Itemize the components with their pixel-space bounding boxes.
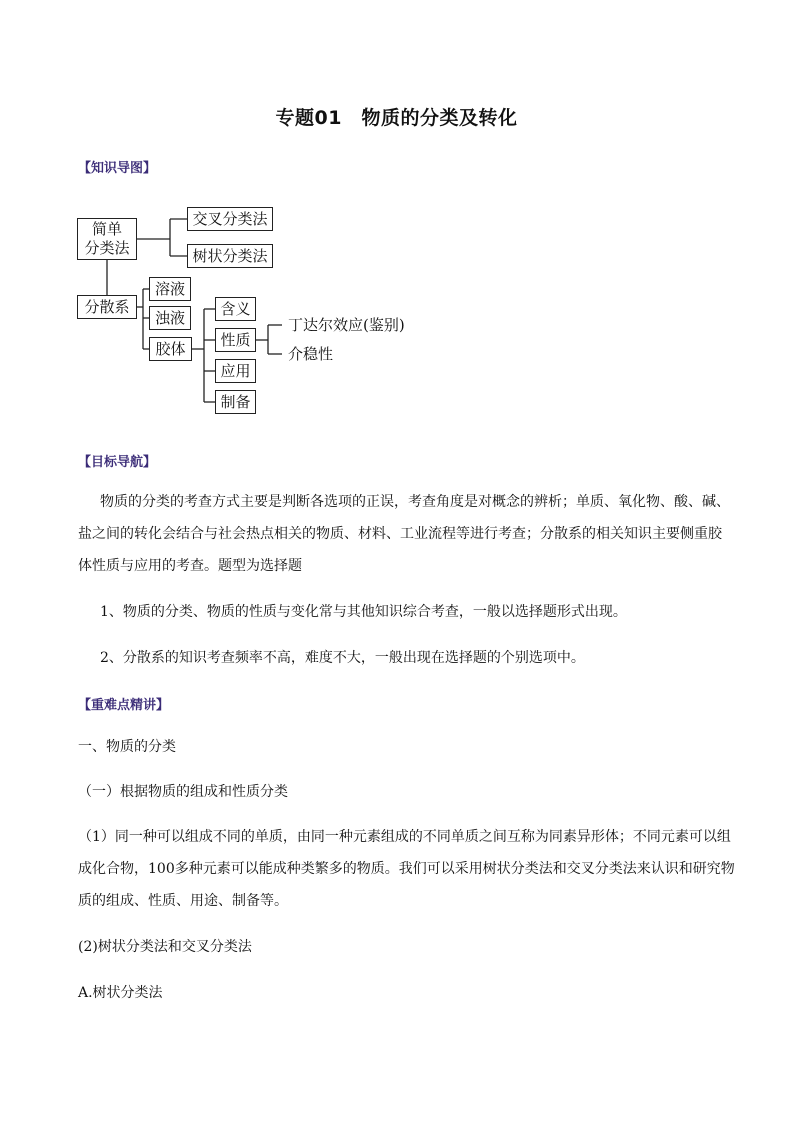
colloid-box: 胶体 [149,337,192,361]
dispersion-system-box: 分散系 [77,295,137,319]
solution-box: 溶液 [149,277,191,301]
key-paragraph-1-line-2: 成化合物，100多种元素可以能成种类繁多的物质。我们可以采用树状分类法和交叉分类法来认识和研究物 [78,861,735,877]
metastable-label: 介稳性 [288,345,334,363]
goals-item-1: 1、物质的分类、物质的性质与变化常与其他知识综合考查，一般以选择题形式出现。 [100,604,627,620]
simple-classification-line1: 简单 [91,220,122,238]
goals-line-1: 物质的分类的考查方式主要是判断各选项的正误，考查角度是对概念的辨析；单质、氧化物、酸、碱、 [100,494,730,510]
key-paragraph-1-line-3: 质的组成、性质、用途、制备等。 [78,893,288,909]
goals-line-3: 体性质与应用的考查。题型为选择题 [78,558,302,574]
section-heading-knowledge-map: 【知识导图】 [78,161,157,176]
property-box: 性质 [215,328,256,352]
section-heading-key-points: 【重难点精讲】 [78,698,170,713]
section-heading-goals: 【目标导航】 [78,455,157,470]
turbid-liquid-box: 浊液 [149,306,191,330]
application-box: 应用 [215,359,256,383]
preparation-box: 制备 [215,390,256,414]
tyndall-effect-label: 丁达尔效应(鉴别) [288,316,405,334]
key-paragraph-1-line-1: （1）同一种可以组成不同的单质，由同一种元素组成的不同单质之间互称为同素异形体；不同元素可以组 [78,829,731,845]
key-heading-1: 一、物质的分类 [78,739,176,755]
tree-classification-box: 树状分类法 [187,244,273,268]
goals-line-2: 盐之间的转化会结合与社会热点相关的物质、材料、工业流程等进行考查；分散系的相关知识主要侧重胶 [78,526,722,542]
simple-classification-box [77,218,137,260]
page-title: 专题01 物质的分类及转化 [275,107,518,129]
meaning-box: 含义 [215,297,256,321]
goals-item-2: 2、分散系的知识考查频率不高，难度不大，一般出现在选择题的个别选项中。 [100,650,585,666]
key-heading-4: A.树状分类法 [78,985,163,1001]
cross-classification-box: 交叉分类法 [187,207,273,231]
key-heading-2: （一）根据物质的组成和性质分类 [78,784,288,800]
key-heading-3: (2)树状分类法和交叉分类法 [78,939,252,955]
simple-classification-line2: 分类法 [84,239,130,257]
